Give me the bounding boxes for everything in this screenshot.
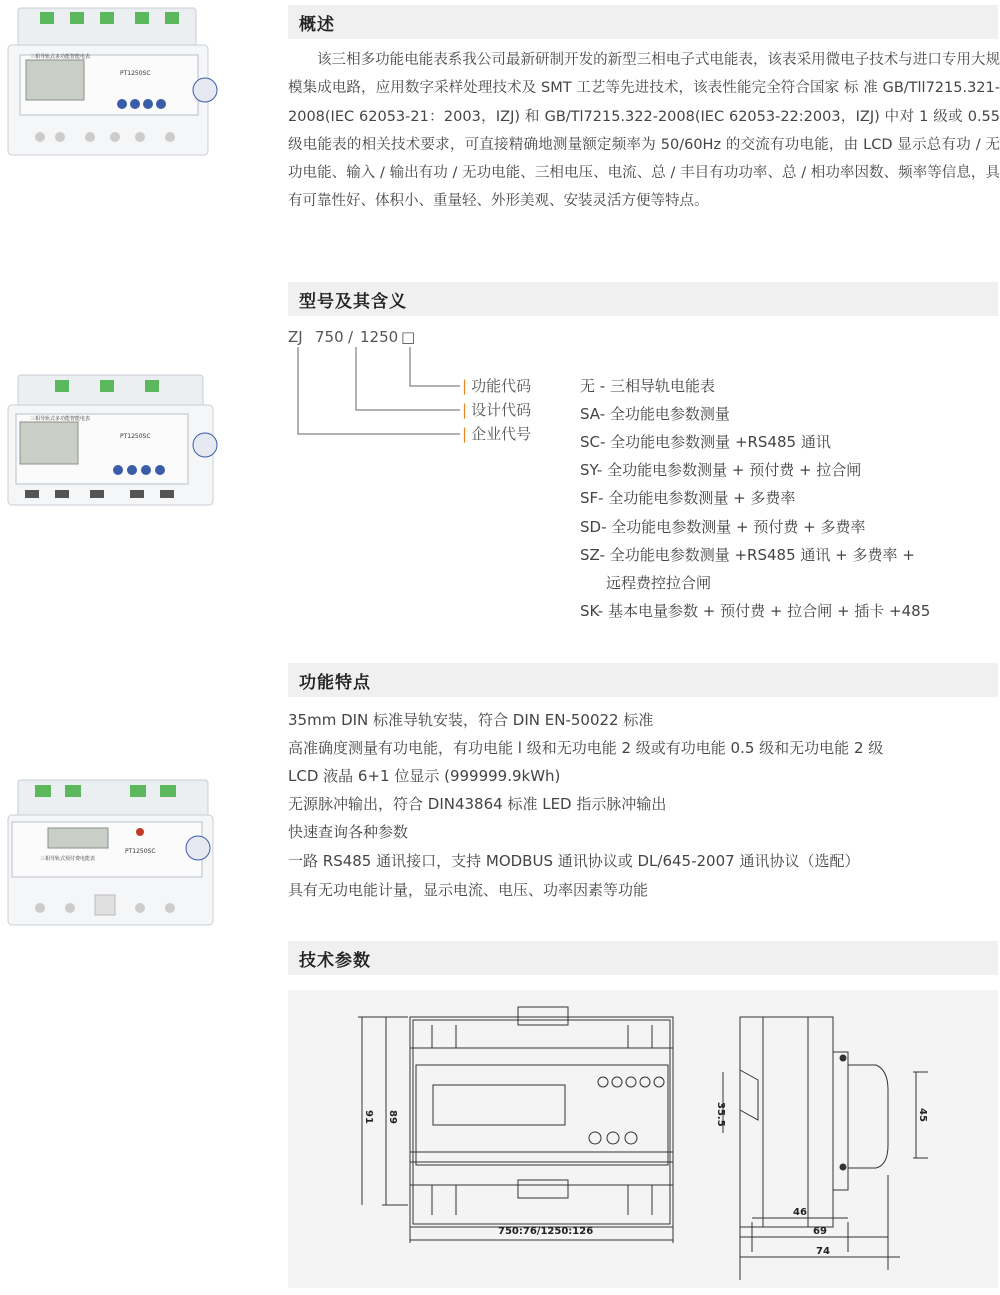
spec-line: 无 - 三相导轨电能表 (580, 377, 715, 395)
spec-line: SZ- 全功能电参数测量 +RS485 通讯 + 多费率 + (580, 546, 915, 564)
dim-91: 91 (363, 1110, 374, 1124)
product-2-label: 三相导轨式多功能智能电表 (30, 416, 91, 422)
spec-line: SC- 全功能电参数测量 +RS485 通讯 (580, 433, 831, 451)
product-1-model: PT1250SC (120, 70, 151, 77)
spec-line: SF- 全功能电参数测量 + 多费率 (580, 489, 796, 507)
section-model-title: 型号及其含义 (299, 292, 407, 312)
model-code-1250: 1250 (360, 328, 399, 346)
product-3-model: PT1250SC (125, 848, 156, 855)
spec-line: 远程费控拉合闸 (606, 574, 712, 592)
dim-74: 74 (816, 1246, 830, 1257)
technical-drawing-area (288, 990, 998, 1288)
model-code-box: □ (401, 328, 416, 346)
product-2-model: PT1250SC (120, 433, 151, 440)
model-code-750: 750 (315, 328, 344, 346)
dim-69: 69 (813, 1226, 827, 1237)
code-label-design: | 设计代码 (462, 401, 532, 419)
spec-line: SY- 全功能电参数测量 + 预付费 + 拉合闸 (580, 461, 862, 479)
section-features-header (288, 663, 998, 697)
feature-line: 一路 RS485 通讯接口，支持 MODBUS 通讯协议或 DL/645-2007 通讯协议（选配） (288, 852, 860, 870)
spec-line: SK- 基本电量参数 + 预付费 + 拉合闸 + 插卡 +485 (580, 602, 931, 620)
product-1-label: 三相导轨式多功能智能电表 (30, 54, 91, 60)
section-tech-title: 技术参数 (299, 951, 371, 971)
section-tech-header (288, 941, 998, 975)
model-code-bracket-lines (288, 345, 468, 440)
section-overview-title: 概述 (299, 15, 335, 35)
feature-line: 快速查询各种参数 (288, 823, 409, 841)
dim-89: 89 (387, 1110, 398, 1124)
feature-line: 35mm DIN 标准导轨安装，符合 DIN EN-50022 标准 (288, 711, 654, 729)
product-photo-3 (0, 770, 230, 930)
section-overview-header (288, 5, 998, 39)
code-label-enterprise: | 企业代号 (462, 425, 532, 443)
overview-paragraph: 该三相多功能电能表系我公司最新研制开发的新型三相电子式电能表，该表采用微电子技术与进口专用大规模集成电路，应用数字采样处理技术及 SMT 工艺等先进技术，该表性能完全符合国家 标 准 GB/Tll7215.321-2008(IEC 62053-21：2003，IZJ) 和 GB/Tl7215.322-2008(IEC 62053-22:2003，IZJ) 中对 1 级或 0.55 级电能表的相关技术要求，可直接精确地测量额定频率为 50/60Hz 的交流有功电能，由 LCD 显示总有功 / 无功电能、输入 / 输出有功 / 无功电能、三相电压、电流、总 / 丰目有功功率、总 / 相功率因数、频率等信息，具有可靠性好、体积小、重量轻、外形美观、安装灵活方便等特点。 (288, 52, 1000, 210)
dim-45: 45 (917, 1108, 928, 1122)
code-label-function: | 功能代码 (462, 377, 532, 395)
section-features-title: 功能特点 (299, 673, 371, 693)
dim-front-width: 750:76/1250:126 (498, 1226, 594, 1237)
model-code-slash: / (348, 328, 354, 346)
dim-46: 46 (793, 1207, 807, 1218)
product-photo-1 (0, 0, 230, 160)
product-photo-2 (0, 370, 230, 520)
dim-35-5: 35.5 (715, 1102, 726, 1127)
dimension-drawing (288, 990, 998, 1288)
section-model-header (288, 282, 998, 316)
product-3-label: 三相导轨式预付费电能表 (40, 856, 96, 862)
spec-line: SD- 全功能电参数测量 + 预付费 + 多费率 (580, 518, 866, 536)
model-code-zj: ZJ (288, 328, 303, 346)
feature-line: 具有无功电能计量，显示电流、电压、功率因素等功能 (288, 881, 649, 899)
spec-line: SA- 全功能电参数测量 (580, 405, 730, 423)
feature-line: 无源脉冲输出，符合 DIN43864 标准 LED 指示脉冲输出 (288, 795, 667, 813)
feature-line: 高准确度测量有功电能，有功电能 l 级和无功电能 2 级或有功电能 0.5 级和无功电能 2 级 (288, 739, 884, 757)
feature-line: LCD 液晶 6+1 位显示 (999999.9kWh) (288, 767, 561, 785)
